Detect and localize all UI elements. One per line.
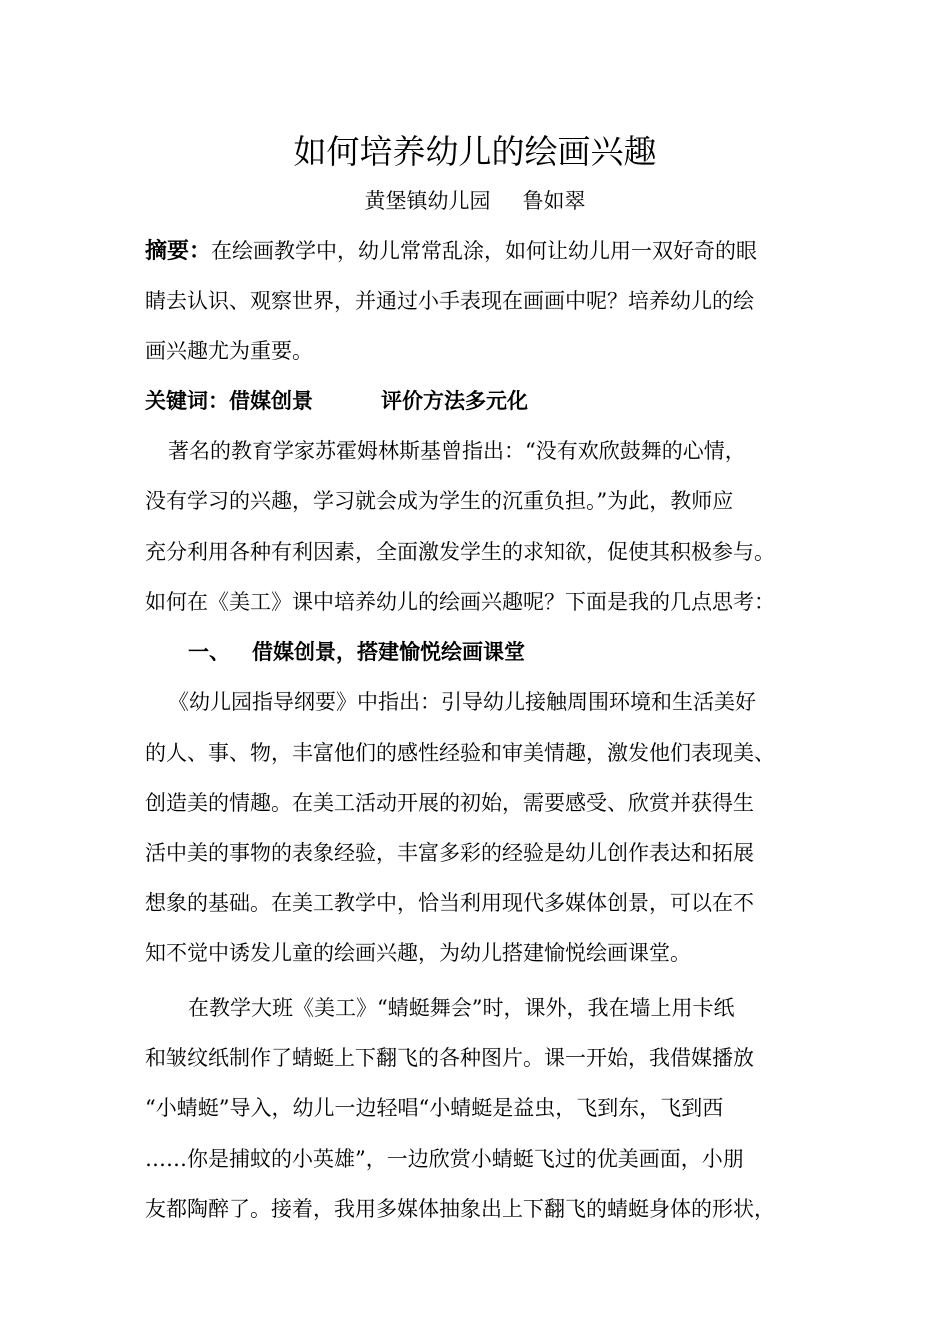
intro-line-4: 如何在《美工》课中培养幼儿的绘画兴趣呢？下面是我的几点思考： [145,590,775,614]
para2-line-1: 在教学大班《美工》“蜻蜓舞会”时，课外，我在墙上用卡纸 [188,996,735,1020]
para1-line-6: 知不觉中诱发儿童的绘画兴趣，为幼儿搭建愉悦绘画课堂。 [145,941,691,965]
para2-line-4: ……你是捕蚊的小英雄”，一边欣赏小蜻蜓飞过的优美画面，小朋 [145,1147,744,1171]
author-name: 鲁如翠 [522,189,586,213]
author-line [0,184,950,218]
para1-line-3: 创造美的情趣。在美工活动开展的初始，需要感受、欣赏并获得生 [145,791,754,815]
keywords-line [145,383,528,419]
intro-line-1: 著名的教育学家苏霍姆林斯基曾指出：“没有欢欣鼓舞的心情， [168,439,746,463]
para1-line-5: 想象的基础。在美工教学中，恰当利用现代多媒体创景，可以在不 [145,891,754,915]
para2-line-5: 友都陶醉了。接着，我用多媒体抽象出上下翻飞的蜻蜓身体的形状， [145,1197,775,1221]
abstract-text: 在绘画教学中，幼儿常常乱涂，如何让幼儿用一双好奇的眼 [211,239,758,263]
section-number: 一、 [188,640,230,664]
keyword-item: 评价方法多元化 [381,389,528,413]
abstract-line-2: 睛去认识、观察世界，并通过小手表现在画画中呢？培养幼儿的绘 [145,289,754,313]
abstract-label: 摘要： [145,239,212,264]
keyword-item: 借媒创景 [229,389,313,413]
section-heading [188,634,525,670]
page-title: 如何培养幼儿的绘画兴趣 [293,132,657,171]
para1-line-2: 的人、事、物，丰富他们的感性经验和审美情趣，激发他们表现美、 [145,741,775,765]
intro-line-2: 没有学习的兴趣，学习就会成为学生的沉重负担。”为此，教师应 [145,489,734,513]
para1-line-1: 《幼儿园指导纲要》中指出：引导幼儿接触周围环境和生活美好 [168,690,756,714]
abstract-line-1 [145,233,757,270]
author-school: 黄堡镇幼儿园 [364,189,491,213]
section-title: 借媒创景，搭建愉悦绘画课堂 [252,640,525,664]
para2-line-3: “小蜻蜓”导入，幼儿一边轻唱“小蜻蜓是益虫，飞到东，飞到西 [145,1096,724,1120]
para1-line-4: 活中美的事物的表象经验，丰富多彩的经验是幼儿创作表达和拓展 [145,841,754,865]
para2-line-2: 和皱纹纸制作了蜻蜓上下翻飞的各种图片。课一开始，我借媒播放 [145,1046,754,1070]
intro-line-3: 充分利用各种有利因素，全面激发学生的求知欲，促使其积极参与。 [145,540,775,564]
abstract-line-3: 画兴趣尤为重要。 [145,339,313,363]
keywords-label: 关键词： [145,389,229,413]
